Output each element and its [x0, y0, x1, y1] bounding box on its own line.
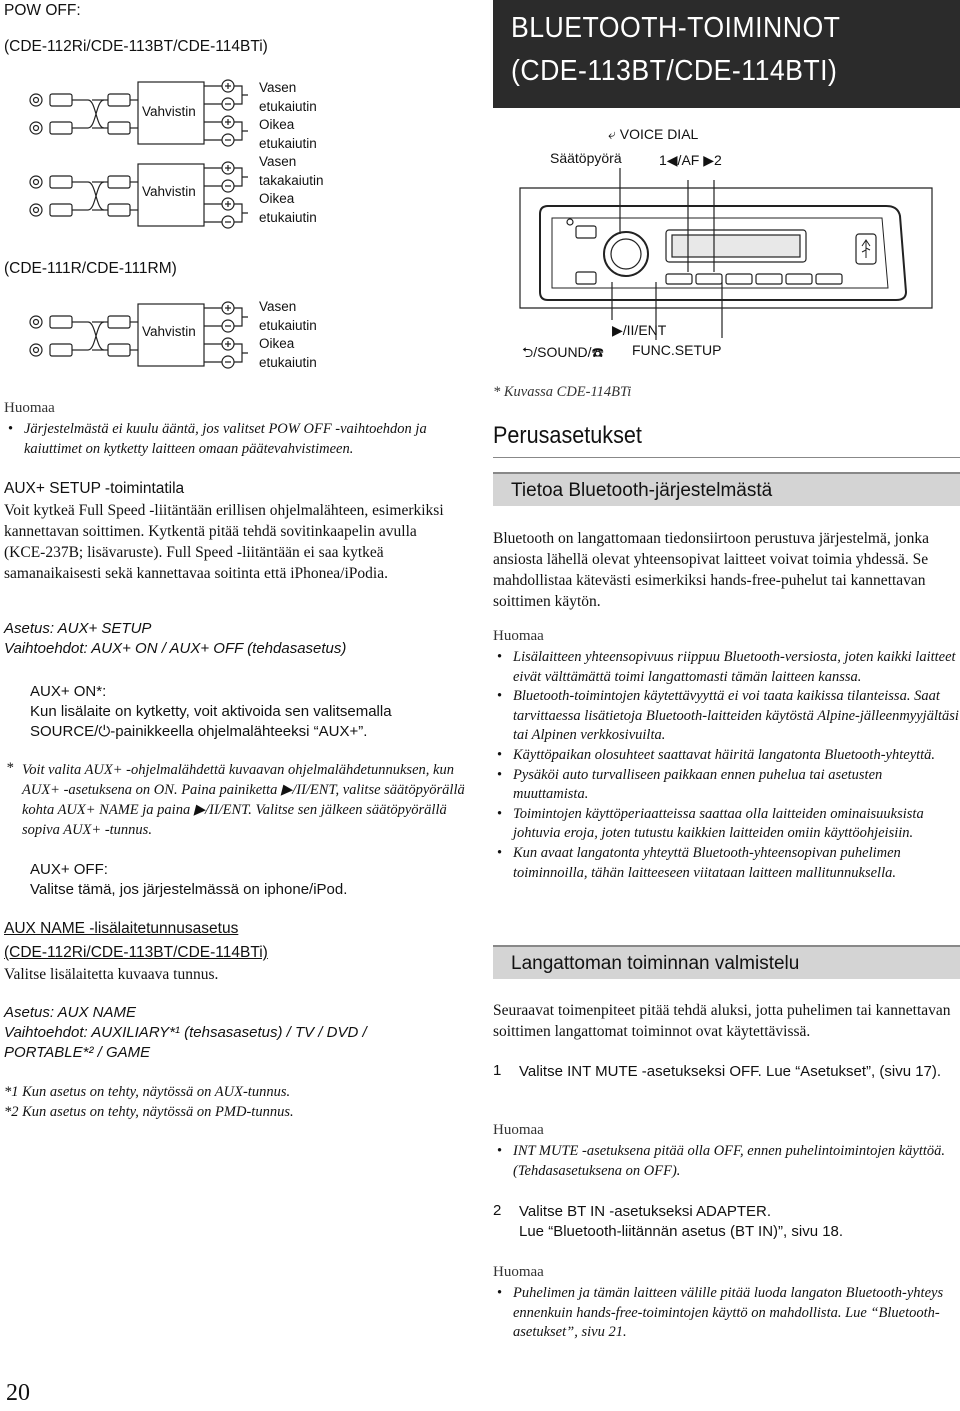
banner-title: BLUETOOTH-TOIMINNOT — [511, 12, 841, 44]
bluetooth-intro: Bluetooth on langattomaan tiedonsiirtoon perustuva järjestelmä, jonka ansiosta lähellä olevat yhteensopivat laitteet voivat toimia yhdessä. Se mahdollistaa kätevästi esimerkiksi hands-free-puhelut tai kannettavan soittimen käytön. — [493, 530, 930, 610]
note-item: • Toimintojen käyttöperiaatteissa saattaa olla laitteiden ominaisuuksista johtuvia eroja, joten tutustu kaikkien laitteiden omiin käyttöohjeisiin. — [513, 805, 959, 844]
footnote-1: *1 Kun asetus on tehty, näytössä on AUX-tunnus. — [4, 1084, 291, 1100]
step-number: 1 — [493, 1062, 502, 1079]
aux-off-text: Valitse tämä, jos järjestelmässä on iphone/iPod. — [30, 881, 348, 898]
image-caption: * Kuvassa CDE-114BTi — [493, 384, 632, 400]
volume-knob-label: Säätöpyörä — [550, 150, 622, 166]
speaker-wiring-diagram-1 — [26, 72, 256, 238]
aux-name-options: Vaihtoehdot: AUXILIARY*¹ (tehsasasetus) / TV / DVD / — [4, 1024, 367, 1041]
note-item: • Järjestelmästä ei kuulu ääntä, jos valitset POW OFF -vaihtoehdon ja kaiuttimet on kytketty laitteen omaan päätevahvistimeen. — [24, 420, 474, 459]
func-setup-label: FUNC.SETUP — [632, 342, 722, 358]
aux-name-options: PORTABLE*² / GAME — [4, 1044, 151, 1061]
phone-icon: ⤶ — [608, 126, 616, 142]
aux-on-text: SOURCE/⏻-painikkeella ohjelmalähteeksi “AUX+”. — [30, 723, 368, 740]
options-line: Vaihtoehdot: AUX+ ON / AUX+ OFF (tehdasasetus) — [4, 640, 347, 657]
step-2-text: Valitse BT IN -asetukseksi ADAPTER. — [519, 1203, 772, 1220]
aux-name-setting: Asetus: AUX NAME — [4, 1004, 136, 1021]
footnote-marker: * — [6, 760, 14, 776]
aux-name-heading-models: (CDE-112Ri/CDE-113BT/CDE-114BTi) — [4, 944, 268, 961]
note-item: • Bluetooth-toimintojen käytettävyyttä ei voi taata kaikissa tilanteissa. Saat tarvittaessa lisätietoja Bluetooth-laitteiden käytöstä Alpine-jälleenmyyjältäsi tai Alpinen verkkosivuilta. — [513, 687, 959, 746]
note-item: • Kun avaat langatonta yhteyttä Bluetooth-yhteensopivan puhelimen toiminnoilla, tähän laitteeseen viitataan laitteen mallitunnuksella. — [513, 844, 959, 883]
note-label: Huomaa — [493, 1264, 544, 1280]
note-label: Huomaa — [493, 628, 544, 644]
rca-connector-row-2 — [30, 122, 130, 134]
af-button-label: 1◀/AF ▶2 — [659, 152, 722, 168]
note-item: • INT MUTE -asetuksena pitää olla OFF, ennen puhelintoimintojen käyttöä. (Tehdasasetuksena on OFF). — [513, 1142, 959, 1181]
voice-dial-label: ⤶ VOICE DIAL — [608, 126, 699, 142]
aux-on-text: Kun lisälaite on kytketty, voit aktivoida sen valitsemalla — [30, 703, 392, 720]
models-heading-1: (CDE-112Ri/CDE-113BT/CDE-114BTi) — [4, 38, 268, 55]
aux-setup-body: Voit kytkeä Full Speed -liitäntään erillisen ohjelmalähteen, esimerkiksi kannettavan soittimen. Kytkentä pitää tehdä sovitinkaapelin avulla (KCE-237B; lisävaruste). Full Speed -liitäntään ei saa kytkeä samanaikaisesti sekä kannettavaa soitinta että iPhonea/iPodia. — [4, 502, 444, 582]
banner-subtitle: (CDE-113BT/CDE-114BTI) — [511, 55, 838, 87]
sound-button-label: ⮌/SOUND/☎ — [522, 344, 605, 360]
amplifier-label: Vahvistin — [142, 184, 196, 199]
aux-off-label: AUX+ OFF: — [30, 861, 108, 878]
note-item: • Käyttöpaikan olosuhteet saattavat häiritä langatonta Bluetooth-yhteyttä. — [513, 746, 959, 766]
note-label: Huomaa — [493, 1122, 544, 1138]
aux-setup-heading: AUX+ SETUP -toimintatila — [4, 480, 185, 497]
speaker-label: Vasen etukaiutin Oikea etukaiutin Vasen takakaiutin Oikea etukaiutin — [259, 80, 324, 225]
amplifier-label: Vahvistin — [142, 104, 196, 119]
speaker-wiring-diagram-2 — [26, 296, 256, 376]
note-label: Huomaa — [4, 400, 55, 416]
rca-connector-row-1 — [30, 94, 130, 106]
footnote-text: Voit valita AUX+ -ohjelmalähdettä kuvaavan ohjelmalähdetunnuksen, kun AUX+ -asetuksena on ON. Paina painiketta ▶/II/ENT, valitse säätöpyörällä kohta AUX+ NAME ja paina ▶/II/ENT. Valitse sen jälkeen säätöpyörällä sopiva AUX+ -tunnus. — [22, 762, 465, 838]
step-number: 2 — [493, 1202, 502, 1219]
note-item: • Lisälaitteen yhteensopivuus riippuu Bluetooth-versiosta, joten kaikki laitteet eivät välttämättä toimi langattomasti tämän laitteen kanssa. — [513, 648, 959, 687]
rca-connector-row-4 — [30, 204, 130, 216]
step-2-text: Lue “Bluetooth-liitännän asetus (BT IN)”, sivu 18. — [519, 1223, 844, 1240]
rca-connector-row-3 — [30, 176, 130, 188]
page-title: Perusasetukset — [493, 422, 642, 449]
page-number: 20 — [6, 1380, 30, 1406]
setting-line: Asetus: AUX+ SETUP — [4, 620, 152, 637]
speaker-label: Vasen etukaiutin Oikea etukaiutin — [259, 299, 317, 370]
device-figure — [516, 122, 936, 372]
note-item: • Pysäköi auto turvalliseen paikkaan ennen puhelua tai asetusten muuttamista. — [513, 766, 959, 805]
section-bar-wireless: Langattoman toiminnan valmistelu — [493, 945, 960, 979]
note-item: • Puhelimen ja tämän laitteen välille pitää luoda langaton Bluetooth-yhteys ennenkuin hands-free-toimintojen käyttö on mahdollista. Lue “Bluetooth-asetukset”, sivu 21. — [513, 1284, 959, 1343]
aux-on-label: AUX+ ON*: — [30, 683, 107, 700]
section-bar-bluetooth: Tietoa Bluetooth-järjestelmästä — [493, 472, 960, 506]
aux-name-heading: AUX NAME -lisälaitetunnusasetus — [4, 920, 239, 937]
aux-name-body: Valitse lisälaitetta kuvaava tunnus. — [4, 966, 219, 983]
pow-off-title: POW OFF: — [4, 2, 81, 19]
title-divider — [493, 457, 960, 458]
usb-icon — [862, 240, 870, 258]
step-1-text: Valitse INT MUTE -asetukseksi OFF. Lue “Asetukset”, (sivu 17). — [519, 1063, 942, 1080]
wireless-intro: Seuraavat toimenpiteet pitää tehdä aluksi, jotta puhelimen tai kannettavan soittimen langattomat toiminnot ovat käytettävissä. — [493, 1002, 951, 1040]
chapter-banner — [493, 0, 960, 108]
footnote-2: *2 Kun asetus on tehty, näytössä on PMD-tunnus. — [4, 1104, 294, 1120]
play-ent-label: ▶/II/ENT — [612, 322, 667, 338]
plus-minus-terminals — [222, 80, 234, 228]
amplifier-label: Vahvistin — [142, 324, 196, 339]
models-heading-2: (CDE-111R/CDE-111RM) — [4, 260, 177, 277]
